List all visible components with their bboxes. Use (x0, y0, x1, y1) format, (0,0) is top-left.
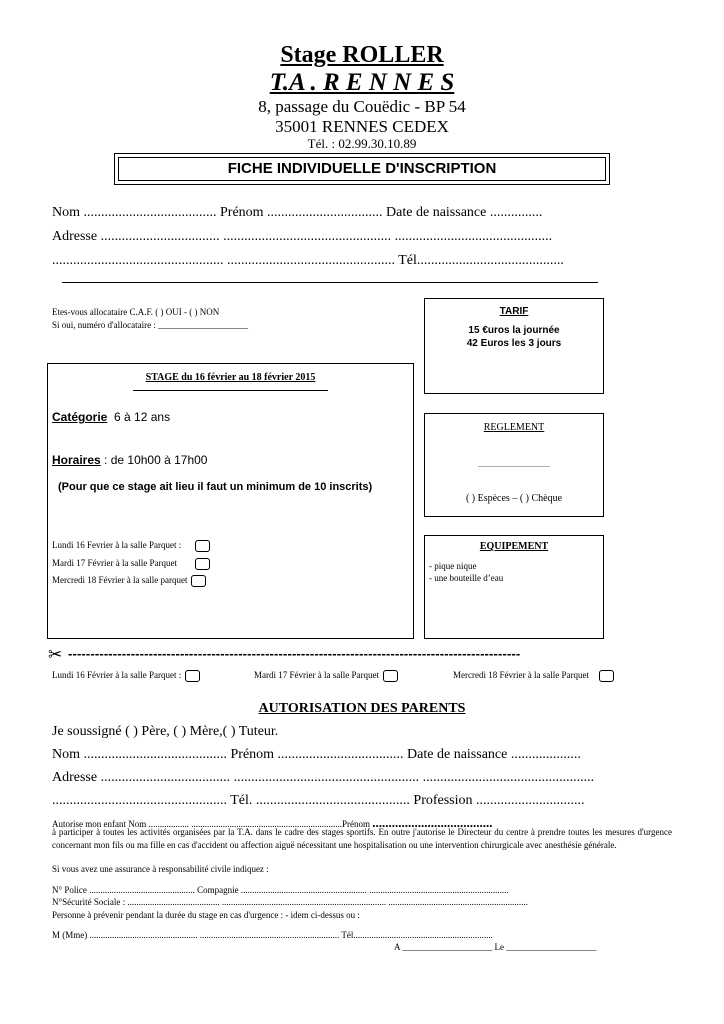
address-line-1: 8, passage du Couëdic - BP 54 (258, 97, 466, 116)
checkbox-mardi[interactable] (195, 558, 210, 570)
horaires: Horaires : de 10h00 à 17h00 (52, 453, 208, 467)
autorisation-title: AUTORISATION DES PARENTS (258, 701, 466, 716)
tarif-day: 15 €uros la journée (468, 325, 560, 336)
phone: Tél. : 02.99.30.10.89 (307, 136, 417, 151)
autorise-enfant: Autorise mon enfant Nom .................. ...................................................................Prénom ..................................... (52, 815, 493, 830)
securite-sociale-line: N°Sécurité Sociale : ......................................... ......................................................................... .............................................................. (52, 897, 528, 907)
tarif-box (424, 298, 604, 394)
cut-day-mardi: Mardi 17 Février à la salle Parquet (254, 670, 398, 682)
cut-checkbox-mardi[interactable] (383, 670, 398, 682)
reglement-box (424, 413, 604, 517)
stage-box (47, 363, 414, 639)
parent-row-2: Adresse ..................................... ..................................................... ................................................. (52, 770, 595, 785)
caf-number: Si oui, numéro d'allocataire : ____________________ (52, 320, 249, 330)
minimum-note: (Pour que ce stage ait lieu il faut un minimum de 10 inscrits) (58, 481, 373, 493)
cut-checkbox-mercredi[interactable] (599, 670, 614, 682)
page-title: Stage ROLLER (280, 42, 444, 68)
day-mardi: Mardi 17 Février à la salle Parquet (52, 558, 210, 570)
parent-row-3: .................................................. Tél. ............................................ Profession ............................... (52, 793, 585, 808)
place-date-line: A ____________________ Le ____________________ (394, 942, 597, 952)
urgence-contact: Personne à prévenir pendant la durée du stage en cas d'urgence : - idem ci-dessus ou : (52, 910, 360, 920)
equipement-title: EQUIPEMENT (479, 541, 549, 552)
tarif-title: TARIF (499, 306, 529, 317)
assurance-question: Si vous avez une assurance à responsabilité civile indiquez : (52, 864, 269, 874)
scissors-icon: ✂ (48, 645, 63, 664)
form-title: FICHE INDIVIDUELLE D'INSCRIPTION (227, 160, 497, 177)
autorisation-paragraph: à participer à toutes les activités organisées par la T.A. dans le cadre des stages sportifs. En outre j'autorise le Directeur du centre à prendre toutes les mesures d'urgence concernant mon fils ou ma fille en cas d'accident ou affection aiguë nécessitant une hospitalisation ou une intervention chirurgicale avec anesthésie générale. (52, 827, 672, 850)
police-line: N° Police ............................................... Compagnie ........................................................ .............................................................. (52, 885, 509, 895)
tarif-3days: 42 Euros les 3 jours (466, 338, 562, 349)
separator (62, 282, 598, 283)
identity-row-3: ................................................. ................................................ Tél.......................................... (52, 253, 564, 268)
parent-row-1: Nom ......................................... Prénom .................................... Date de naissance .................... (52, 747, 581, 762)
cut-line: ----------------------------------------------------------------------------------------------------- (68, 646, 521, 661)
contact-line: M (Mme) ................................................ .............................................................. Tél.............................................................. (52, 930, 493, 940)
cut-day-mercredi: Mercredi 18 Février à la salle Parquet (453, 670, 614, 682)
equipement-box (424, 535, 604, 639)
caf-question: Etes-vous allocataire C.A.F. ( ) OUI - ( ) NON (52, 307, 220, 317)
categorie: Catégorie 6 à 12 ans (52, 410, 171, 424)
day-mercredi: Mercredi 18 Février à la salle parquet (52, 575, 206, 587)
identity-row-1: Nom ...................................... Prénom ................................. Date de naissance ............... (52, 205, 543, 220)
day-lundi: Lundi 16 Fevrier à la salle Parquet : (52, 540, 210, 552)
identity-row-2: Adresse .................................. ................................................ ............................................. (52, 229, 553, 244)
cut-checkbox-lundi[interactable] (185, 670, 200, 682)
parent-role: Je soussigné ( ) Père, ( ) Mère,( ) Tuteur. (52, 724, 279, 739)
address-line-2: 35001 RENNES CEDEX (275, 117, 449, 136)
equipement-item: - pique nique (429, 561, 477, 571)
checkbox-lundi[interactable] (195, 540, 210, 552)
form-title-box (114, 153, 610, 185)
reglement-blank: ________________ (478, 458, 550, 468)
stage-title: STAGE du 16 février au 18 février 2015 (145, 372, 316, 383)
cut-day-lundi: Lundi 16 Février à la salle Parquet : (52, 670, 200, 682)
checkbox-mercredi[interactable] (191, 575, 206, 587)
organization-name: T.A . R E N N E S (269, 69, 455, 96)
equipement-item: - une bouteille d’eau (429, 573, 504, 583)
payment-options: ( ) Espèces – ( ) Chèque (465, 493, 563, 504)
reglement-title: REGLEMENT (483, 422, 545, 433)
